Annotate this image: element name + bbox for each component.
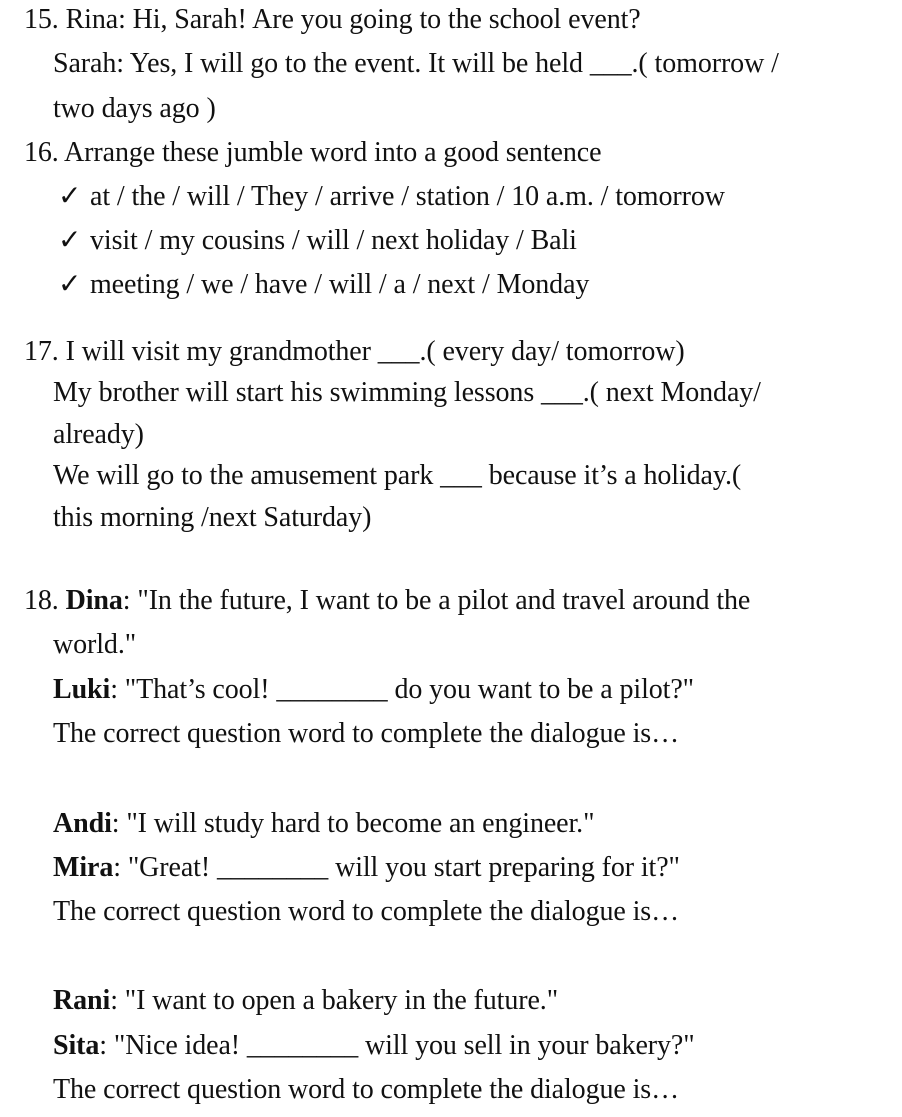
- q18-d2-text-2a: : "Great!: [113, 852, 217, 883]
- q18-number: 18.: [24, 585, 66, 616]
- q18-d3-prompt: The correct question word to complete the dialogue is…: [53, 1074, 679, 1105]
- q15-line-2: Sarah: Yes, I will go to the event. It will be held ___.( tomorrow /: [53, 48, 779, 79]
- q18-d1-line-3: [53, 676, 694, 704]
- q18-d1-text-2a: : "That’s cool!: [110, 674, 277, 705]
- q18-d2-text-2b: will you start preparing for it?": [328, 852, 680, 883]
- q18-d1-line-2: world.": [53, 629, 137, 660]
- q16-item-3: [58, 271, 589, 299]
- check-icon: ✓: [58, 181, 82, 212]
- q18-d1-text-1a: : "In the future, I want to be a pilot and travel around the: [122, 585, 751, 616]
- speaker-luki: Luki: [53, 674, 111, 705]
- q18-d3-line-2: [53, 1032, 695, 1060]
- q17-line-4: We will go to the amusement park ___ because it’s a holiday.(: [53, 460, 742, 491]
- answer-blank: ________: [216, 852, 329, 883]
- speaker-sita: Sita: [53, 1030, 100, 1061]
- q16-item-2-text: visit / my cousins / will / next holiday / Bali: [90, 225, 577, 256]
- answer-blank: ________: [276, 674, 388, 705]
- q18-d3-text-2a: : "Nice idea!: [99, 1030, 247, 1061]
- q17-line-1: 17. I will visit my grandmother ___.( every day/ tomorrow): [24, 336, 685, 367]
- q16-item-2: [58, 227, 577, 255]
- q17-line-3: already): [53, 419, 144, 450]
- q17-line-5: this morning /next Saturday): [53, 502, 372, 533]
- q18-d2-prompt: The correct question word to complete the dialogue is…: [53, 896, 679, 927]
- speaker-mira: Mira: [53, 852, 114, 883]
- speaker-rani: Rani: [53, 985, 111, 1016]
- answer-blank: ________: [246, 1030, 359, 1061]
- check-icon: ✓: [58, 225, 82, 256]
- q18-d3-text-2b: will you sell in your bakery?": [358, 1030, 695, 1061]
- q18-d3-line-1: [53, 987, 558, 1015]
- q16-item-1-text: at / the / will / They / arrive / station / 10 a.m. / tomorrow: [90, 181, 725, 212]
- q15-line-1: 15. Rina: Hi, Sarah! Are you going to the school event?: [24, 4, 641, 35]
- q17-line-2: My brother will start his swimming lessons ___.( next Monday/: [53, 377, 761, 408]
- q16-title: 16. Arrange these jumble word into a good sentence: [24, 137, 602, 168]
- q18-d1-prompt: The correct question word to complete the dialogue is…: [53, 718, 679, 749]
- q18-d2-text-1: : "I will study hard to become an engineer.": [111, 808, 595, 839]
- speaker-andi: Andi: [53, 808, 112, 839]
- q18-d1-text-2b: do you want to be a pilot?": [387, 674, 695, 705]
- q18-d2-line-2: [53, 854, 680, 882]
- q15-line-3: two days ago ): [53, 93, 216, 124]
- q16-item-3-text: meeting / we / have / will / a / next / Monday: [90, 269, 590, 300]
- q18-d1-line-1: [24, 587, 750, 615]
- q18-d2-line-1: [53, 810, 594, 838]
- q16-item-1: [58, 183, 725, 211]
- q18-d3-text-1: : "I want to open a bakery in the future.": [110, 985, 559, 1016]
- check-icon: ✓: [58, 269, 82, 300]
- speaker-dina: Dina: [65, 585, 123, 616]
